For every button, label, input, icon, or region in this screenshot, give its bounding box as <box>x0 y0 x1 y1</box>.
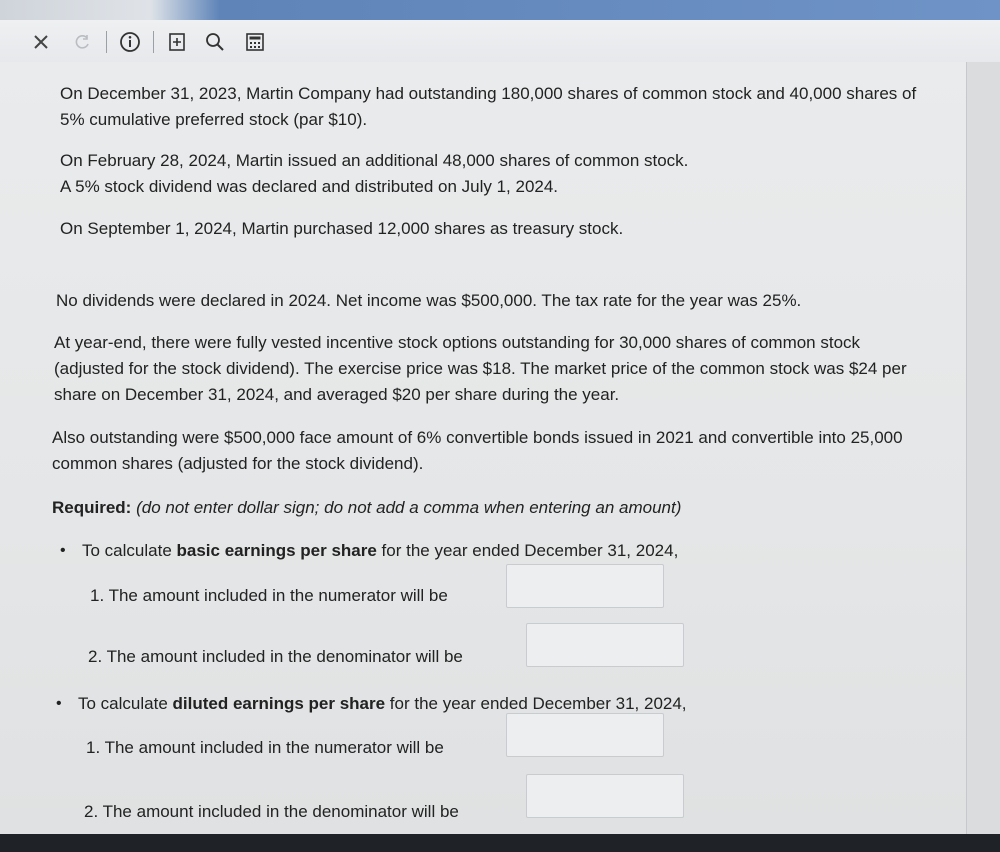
paragraph-issuance: On February 28, 2024, Martin issued an additional 48,000 shares of common stock. <box>60 151 689 170</box>
paragraph-treasury-stock: On September 1, 2024, Martin purchased 12,000 shares as treasury stock. <box>60 219 624 238</box>
basic-numerator-label: 1. The amount included in the numerator will be <box>90 586 448 605</box>
toolbar-divider <box>106 31 107 53</box>
required-instruction: (do not enter dollar sign; do not add a comma when entering an amount) <box>136 498 682 517</box>
diluted-denominator-label: 2. The amount included in the denominator will be <box>84 802 459 821</box>
screen-bezel <box>0 834 1000 852</box>
diluted-numerator-label: 1. The amount included in the numerator will be <box>86 738 444 757</box>
toolbar-divider <box>153 31 154 53</box>
basic-eps-prompt <box>82 539 942 563</box>
toolbar <box>0 20 1000 64</box>
window-title-bar <box>0 0 1000 20</box>
refresh-icon[interactable] <box>68 27 98 57</box>
calculator-icon[interactable] <box>240 27 270 57</box>
basic-numerator-input[interactable] <box>506 564 664 608</box>
info-icon[interactable] <box>115 27 145 57</box>
required-label: Required: <box>52 498 132 517</box>
basic-eps-term: basic earnings per share <box>176 541 377 560</box>
basic-denominator-input[interactable] <box>526 623 684 667</box>
close-icon[interactable] <box>26 27 56 57</box>
basic-eps-prefix: To calculate <box>82 541 177 560</box>
required-line <box>52 496 952 520</box>
paragraph-net-income: No dividends were declared in 2024. Net income was $500,000. The tax rate for the year was 25%. <box>56 291 802 310</box>
add-page-icon[interactable] <box>162 27 192 57</box>
paragraph-shares-outstanding: On December 31, 2023, Martin Company had outstanding 180,000 shares of common stock and 40,000 shares of 5% cumulative preferred stock (par $10). <box>60 84 917 129</box>
basic-denominator-label: 2. The amount included in the denominator will be <box>88 647 463 666</box>
search-icon[interactable] <box>200 27 230 57</box>
diluted-eps-term: diluted earnings per share <box>172 694 386 713</box>
diluted-denominator-input[interactable] <box>526 774 684 818</box>
paragraph-convertible-bonds: Also outstanding were $500,000 face amount of 6% convertible bonds issued in 2021 and convertible into 25,000 common shares (adjusted for the stock dividend). <box>52 428 903 473</box>
diluted-eps-prefix: To calculate <box>78 694 173 713</box>
paragraph-stock-options: At year-end, there were fully vested incentive stock options outstanding for 30,000 shares of common stock (adjusted for the stock dividend). The exercise price was $18. The market price of the common stock was $24 per share on December 31, 2024, and averaged $20 per share during the year. <box>54 333 907 404</box>
side-panel <box>966 62 1000 834</box>
diluted-eps-suffix: for the year ended December 31, 2024, <box>385 694 687 713</box>
paragraph-stock-dividend: A 5% stock dividend was declared and distributed on July 1, 2024. <box>60 177 559 196</box>
diluted-numerator-input[interactable] <box>506 713 664 757</box>
basic-eps-suffix: for the year ended December 31, 2024, <box>376 541 679 560</box>
